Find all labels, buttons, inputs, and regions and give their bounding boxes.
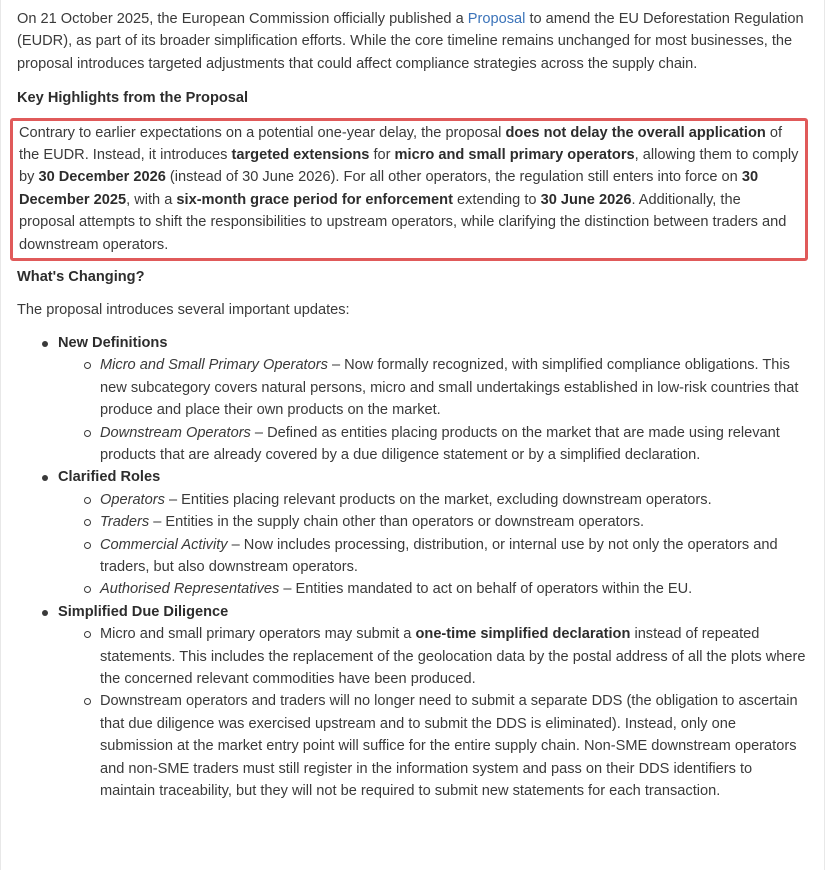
sub-list: [58, 623, 807, 802]
highlighted-summary-box: [10, 118, 808, 261]
summary-bold-operators: micro and small primary operators: [394, 147, 635, 164]
summary-bold-no-delay: does not delay the overall application: [505, 124, 766, 141]
proposal-link[interactable]: Proposal: [467, 11, 526, 27]
definition: – Now formally recognized, with simplified compliance obligations. This new subcategory covers natural persons, micro and small undertakings established in low-risk countries that produce and place their own products on the market.: [100, 357, 799, 419]
left-border: [0, 0, 1, 870]
summary-bold-grace-period: six-month grace period for enforcement: [176, 191, 453, 208]
updates-intro: The proposal introduces several important updates:: [17, 302, 350, 319]
sub-list-item: [83, 690, 807, 802]
list-item-label: Clarified Roles: [58, 469, 161, 486]
list-item-simplified-due-diligence: [41, 601, 807, 803]
sub-list-item: [83, 489, 807, 511]
sub-list-item: [83, 623, 807, 690]
key-highlights-heading: Key Highlights from the Proposal: [17, 90, 249, 107]
summary-text: Contrary to earlier expectations on a potential one-year delay, the proposal: [19, 124, 506, 141]
summary-text: extending to: [452, 191, 541, 208]
summary-bold-extensions: targeted extensions: [231, 147, 370, 164]
summary-text: , allowing them to comply by: [19, 147, 799, 186]
term: Downstream Operators: [100, 424, 251, 441]
summary-bold-date-2026-jun: 30 June 2026: [540, 191, 632, 208]
item-text: Downstream operators and traders will no longer need to submit a separate DDS (the obligation to ascertain that due diligence was exercised upstream and to submit the DDS is eliminated). Instead, only one submission at the market entry point will suffice for the entire supply chain. Non-SME downstream operators and non-SME traders must still register in the information system and pass on their DDS identifiers to maintain traceability, but they will not be required to submit new statements for each transaction.: [100, 693, 798, 799]
summary-text: for: [369, 147, 395, 164]
summary-bold-date-2026-dec: 30 December 2026: [38, 169, 166, 186]
definition: – Entities mandated to act on behalf of operators within the EU.: [279, 581, 693, 598]
sub-list-item: [83, 578, 807, 600]
intro-paragraph: [17, 8, 807, 75]
definition: – Entities placing relevant products on the market, excluding downstream operators.: [164, 491, 712, 508]
sub-list: [58, 354, 807, 466]
term: Operators: [100, 491, 165, 508]
item-bold-text: one-time simplified declaration: [415, 626, 631, 643]
definition: – Now includes processing, distribution, or internal use by not only the operators and traders, but also downstream operators.: [100, 536, 778, 575]
summary-bold-date-2025-dec: 30 December 2025: [19, 169, 759, 208]
term: Traders: [100, 514, 150, 531]
summary-text: (instead of 30 June 2026). For all other operators, the regulation still enters into force on: [165, 169, 742, 186]
list-item-label: New Definitions: [58, 334, 168, 351]
list-item-label: Simplified Due Diligence: [58, 603, 229, 620]
item-text: Micro and small primary operators may submit a: [100, 626, 416, 643]
intro-text-start: On 21 October 2025, the European Commission officially published a: [17, 11, 468, 27]
summary-text: of the EUDR. Instead, it introduces: [19, 124, 783, 164]
intro-text-end: to amend the EU Deforestation Regulation (EUDR), as part of its broader simplification efforts. While the core timeline remains unchanged for most businesses, the proposal introduces targeted adjustments that could affect compliance strategies across the supply chain.: [17, 11, 804, 72]
sub-list-item: [83, 354, 807, 421]
list-item-new-definitions: [41, 332, 807, 466]
updates-list: [17, 332, 807, 803]
sub-list: [58, 489, 807, 601]
sub-list-item: [83, 534, 807, 579]
sub-list-item: [83, 422, 807, 467]
whats-changing-heading: What's Changing?: [17, 269, 145, 286]
term: Commercial Activity: [100, 536, 228, 553]
list-item-clarified-roles: [41, 466, 807, 600]
summary-text: , with a: [126, 191, 177, 208]
item-text: instead of repeated statements. This includes the replacement of the geolocation data by the postal address of all the plots where the concerned relevant commodities have been produced.: [100, 626, 806, 687]
summary-text: . Additionally, the proposal attempts to shift the responsibilities to upstream operators, while clarifying the distinction between traders and downstream operators.: [19, 191, 787, 253]
article-body: [17, 8, 807, 802]
definition: – Entities in the supply chain other than operators or downstream operators.: [149, 514, 645, 531]
term: Authorised Representatives: [100, 581, 280, 598]
definition: – Defined as entities placing products on the market that are made using relevant products that are already covered by a due diligence statement or by a simplified declaration.: [100, 424, 780, 463]
sub-list-item: [83, 511, 807, 533]
term: Micro and Small Primary Operators: [100, 357, 328, 374]
